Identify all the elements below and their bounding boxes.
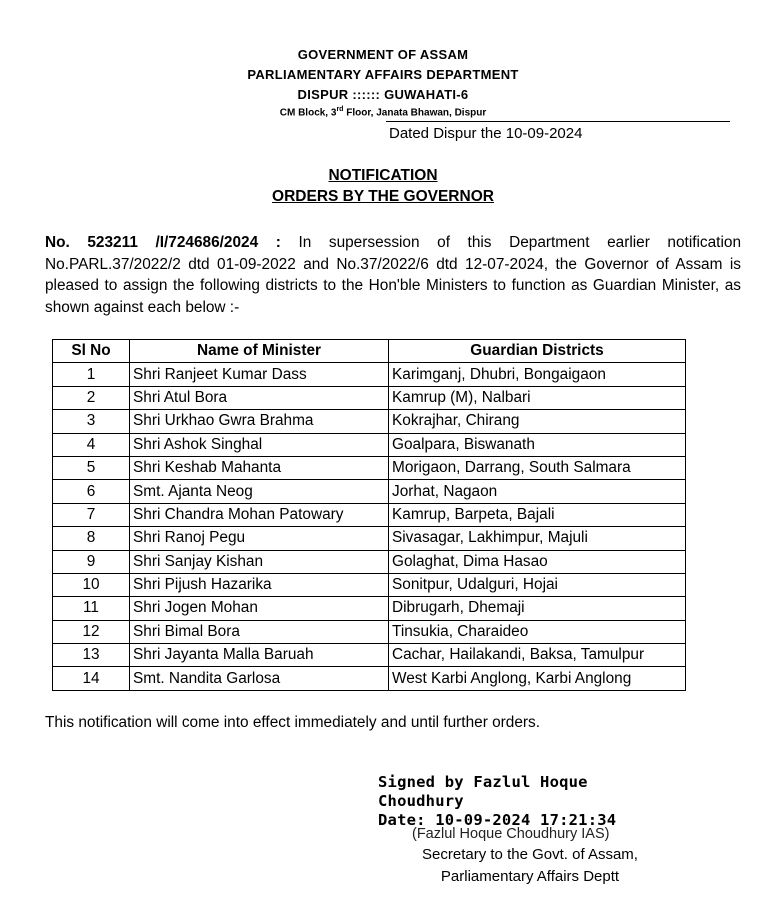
cell-minister-name: Shri Ashok Singhal (130, 433, 389, 456)
cell-slno: 9 (53, 550, 130, 573)
col-header-minister: Name of Minister (130, 340, 389, 363)
signed-by-name-line: Choudhury (378, 792, 464, 810)
table-row (53, 597, 686, 620)
signatory-name: (Fazlul Hoque Choudhury IAS) (412, 826, 610, 842)
cell-guardian-districts: Kamrup (M), Nalbari (389, 386, 686, 409)
cell-slno: 2 (53, 386, 130, 409)
cell-minister-name: Shri Pijush Hazarika (130, 573, 389, 596)
cell-guardian-districts: Kamrup, Barpeta, Bajali (389, 503, 686, 526)
cell-slno: 14 (53, 667, 130, 690)
table-row (53, 550, 686, 573)
notification-body (45, 232, 741, 318)
cell-slno: 13 (53, 644, 130, 667)
cell-guardian-districts: Dibrugarh, Dhemaji (389, 597, 686, 620)
cell-minister-name: Shri Jogen Mohan (130, 597, 389, 620)
table-row (53, 573, 686, 596)
cell-minister-name: Shri Ranoj Pegu (130, 527, 389, 550)
cell-guardian-districts: Golaghat, Dima Hasao (389, 550, 686, 573)
table-row (53, 480, 686, 503)
guardian-minister-table (52, 339, 686, 691)
cell-minister-name: Shri Chandra Mohan Patowary (130, 503, 389, 526)
department-heading: PARLIAMENTARY AFFAIRS DEPARTMENT (247, 67, 519, 82)
cell-minister-name: Smt. Ajanta Neog (130, 480, 389, 503)
header-divider (386, 121, 730, 122)
table-row (53, 667, 686, 690)
cell-minister-name: Shri Ranjeet Kumar Dass (130, 363, 389, 386)
table-row (53, 644, 686, 667)
signed-by-line: Signed by Fazlul Hoque (378, 773, 588, 791)
cell-minister-name: Shri Bimal Bora (130, 620, 389, 643)
cell-minister-name: Shri Keshab Mahanta (130, 456, 389, 479)
cell-slno: 6 (53, 480, 130, 503)
cell-slno: 11 (53, 597, 130, 620)
table-header-row (53, 340, 686, 363)
cell-guardian-districts: Karimganj, Dhubri, Bongaigaon (389, 363, 686, 386)
signed-date-line: Date: 10-09-2024 17:21:34 (378, 811, 617, 829)
cell-guardian-districts: Tinsukia, Charaideo (389, 620, 686, 643)
cell-guardian-districts: Jorhat, Nagaon (389, 480, 686, 503)
table-row (53, 527, 686, 550)
cell-minister-name: Shri Sanjay Kishan (130, 550, 389, 573)
notification-title: NOTIFICATION (328, 167, 438, 184)
digital-signature-stamp (378, 773, 616, 830)
cell-guardian-districts: Sivasagar, Lakhimpur, Majuli (389, 527, 686, 550)
cell-guardian-districts: Morigaon, Darrang, South Salmara (389, 456, 686, 479)
body-text: In supersession of this Department earlier notification No.PARL.37/2022/2 dtd 01-09-2022 and No.37/2022/6 dtd 12-07-2024, the Governor of Assam is pleased to assign the following districts to the Hon'ble Ministers to function as Guardian Minister, as shown against each below :- (45, 234, 742, 316)
dated-line: Dated Dispur the 10-09-2024 (389, 125, 583, 142)
cell-minister-name: Shri Urkhao Gwra Brahma (130, 410, 389, 433)
cell-slno: 5 (53, 456, 130, 479)
table-row (53, 386, 686, 409)
cell-slno: 3 (53, 410, 130, 433)
govt-heading: GOVERNMENT OF ASSAM (297, 47, 469, 62)
signatory-designation: Secretary to the Govt. of Assam, (422, 846, 638, 863)
table-row (53, 410, 686, 433)
cell-slno: 10 (53, 573, 130, 596)
cell-guardian-districts: Kokrajhar, Chirang (389, 410, 686, 433)
table-row (53, 433, 686, 456)
cell-slno: 7 (53, 503, 130, 526)
effect-statement: This notification will come into effect immediately and until further orders. (45, 714, 541, 731)
cell-guardian-districts: Sonitpur, Udalguri, Hojai (389, 573, 686, 596)
cell-slno: 4 (53, 433, 130, 456)
col-header-slno: Sl No (53, 340, 130, 363)
cell-slno: 1 (53, 363, 130, 386)
location-heading: DISPUR :::::: GUWAHATI-6 (297, 87, 469, 102)
reference-number: No. 523211 /I/724686/2024 : (45, 234, 281, 251)
table-row (53, 503, 686, 526)
table-row (53, 363, 686, 386)
cell-minister-name: Shri Jayanta Malla Baruah (130, 644, 389, 667)
cell-minister-name: Smt. Nandita Garlosa (130, 667, 389, 690)
table-row (53, 620, 686, 643)
cell-guardian-districts: Cachar, Hailakandi, Baksa, Tamulpur (389, 644, 686, 667)
signatory-department: Parliamentary Affairs Deptt (440, 868, 620, 885)
cell-slno: 8 (53, 527, 130, 550)
cell-guardian-districts: West Karbi Anglong, Karbi Anglong (389, 667, 686, 690)
col-header-districts: Guardian Districts (389, 340, 686, 363)
orders-title: ORDERS BY THE GOVERNOR (272, 188, 494, 205)
cell-slno: 12 (53, 620, 130, 643)
office-address: CM Block, 3rd Floor, Janata Bhawan, Dispur (279, 106, 487, 119)
cell-guardian-districts: Goalpara, Biswanath (389, 433, 686, 456)
cell-minister-name: Shri Atul Bora (130, 386, 389, 409)
table-row (53, 456, 686, 479)
